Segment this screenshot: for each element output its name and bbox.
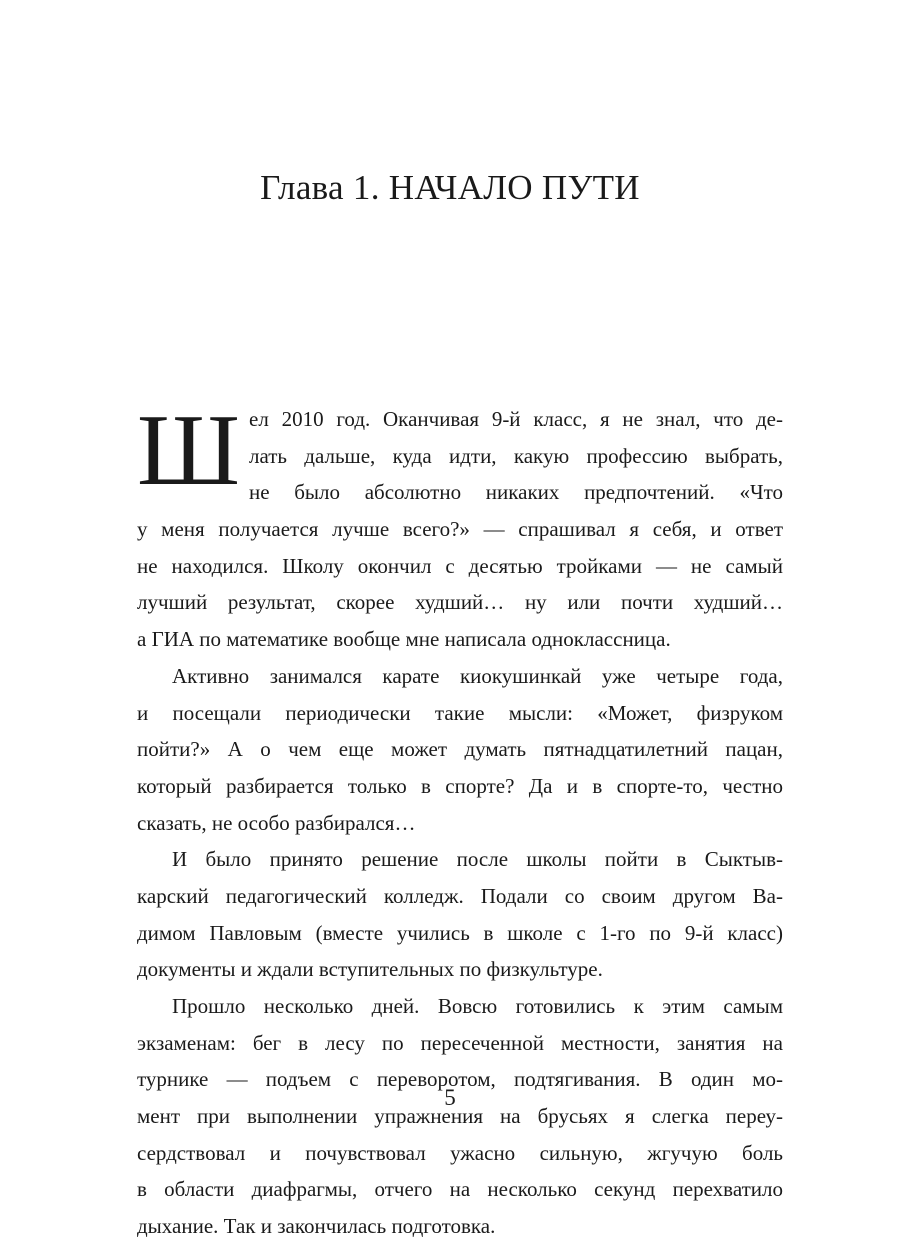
text-line: лучший результат, скорее худший… ну или почти худший… — [137, 590, 783, 615]
text-line: димом Павловым (вместе учились в школе с 1-го по 9-й класс) — [137, 920, 783, 945]
text-line: у меня получается лучше всего?» — спрашивал я себя, и ответ — [137, 517, 783, 542]
text-line: Прошло несколько дней. Вовсю готовились к этим самым — [172, 994, 783, 1018]
paragraph-2 — [137, 658, 783, 841]
paragraph-1 — [137, 394, 783, 658]
text-line: документы и ждали вступительных по физкультуре. — [137, 957, 603, 982]
text-line: в области диафрагмы, отчего на несколько секунд перехватило — [137, 1177, 783, 1202]
drop-cap-letter: Ш — [137, 394, 240, 507]
text-line: не находился. Школу окончил с десятью тройками — не самый — [137, 553, 783, 578]
text-line: дыхание. Так и закончилась подготовка. — [137, 1214, 496, 1239]
text-line: пойти?» А о чем еще может думать пятнадцатилетний пацан, — [137, 737, 783, 762]
chapter-title: Глава 1. НАЧАЛО ПУТИ — [260, 168, 640, 207]
paragraph-4 — [137, 988, 783, 1245]
text-line: Активно занимался карате киокушинкай уже четыре года, — [172, 663, 783, 688]
page-number: 5 — [444, 1085, 456, 1110]
text-line: лать дальше, куда идти, какую профессию выбрать, — [249, 443, 783, 468]
text-line: сказать, не особо разбирался… — [137, 810, 416, 835]
text-line: экзаменам: бег в лесу по пересеченной местности, занятия на — [137, 1030, 783, 1055]
text-body — [137, 394, 783, 1245]
text-line: не было абсолютно никаких предпочтений. «Что — [249, 480, 783, 505]
text-line: турнике — подъем с переворотом, подтягивания. В один мо- — [137, 1067, 783, 1092]
dropcap-block — [137, 394, 783, 511]
text-line: мент при выполнении упражнения на брусьях я слегка переу- — [137, 1104, 783, 1129]
text-line: карский педагогический колледж. Подали со своим другом Ва- — [137, 883, 783, 908]
text-line: сердствовал и почувствовал ужасно сильную, жгучую боль — [137, 1140, 783, 1165]
text-line: а ГИА по математике вообще мне написала одноклассница. — [137, 627, 671, 652]
text-line: и посещали периодически такие мысли: «Может, физруком — [137, 700, 783, 725]
text-line: который разбирается только в спорте? Да и в спорте-то, честно — [137, 773, 783, 798]
text-line: ел 2010 год. Оканчивая 9-й класс, я не знал, что де- — [249, 407, 783, 431]
paragraph-3 — [137, 841, 783, 988]
text-line: И было принято решение после школы пойти в Сыктыв- — [172, 847, 783, 872]
